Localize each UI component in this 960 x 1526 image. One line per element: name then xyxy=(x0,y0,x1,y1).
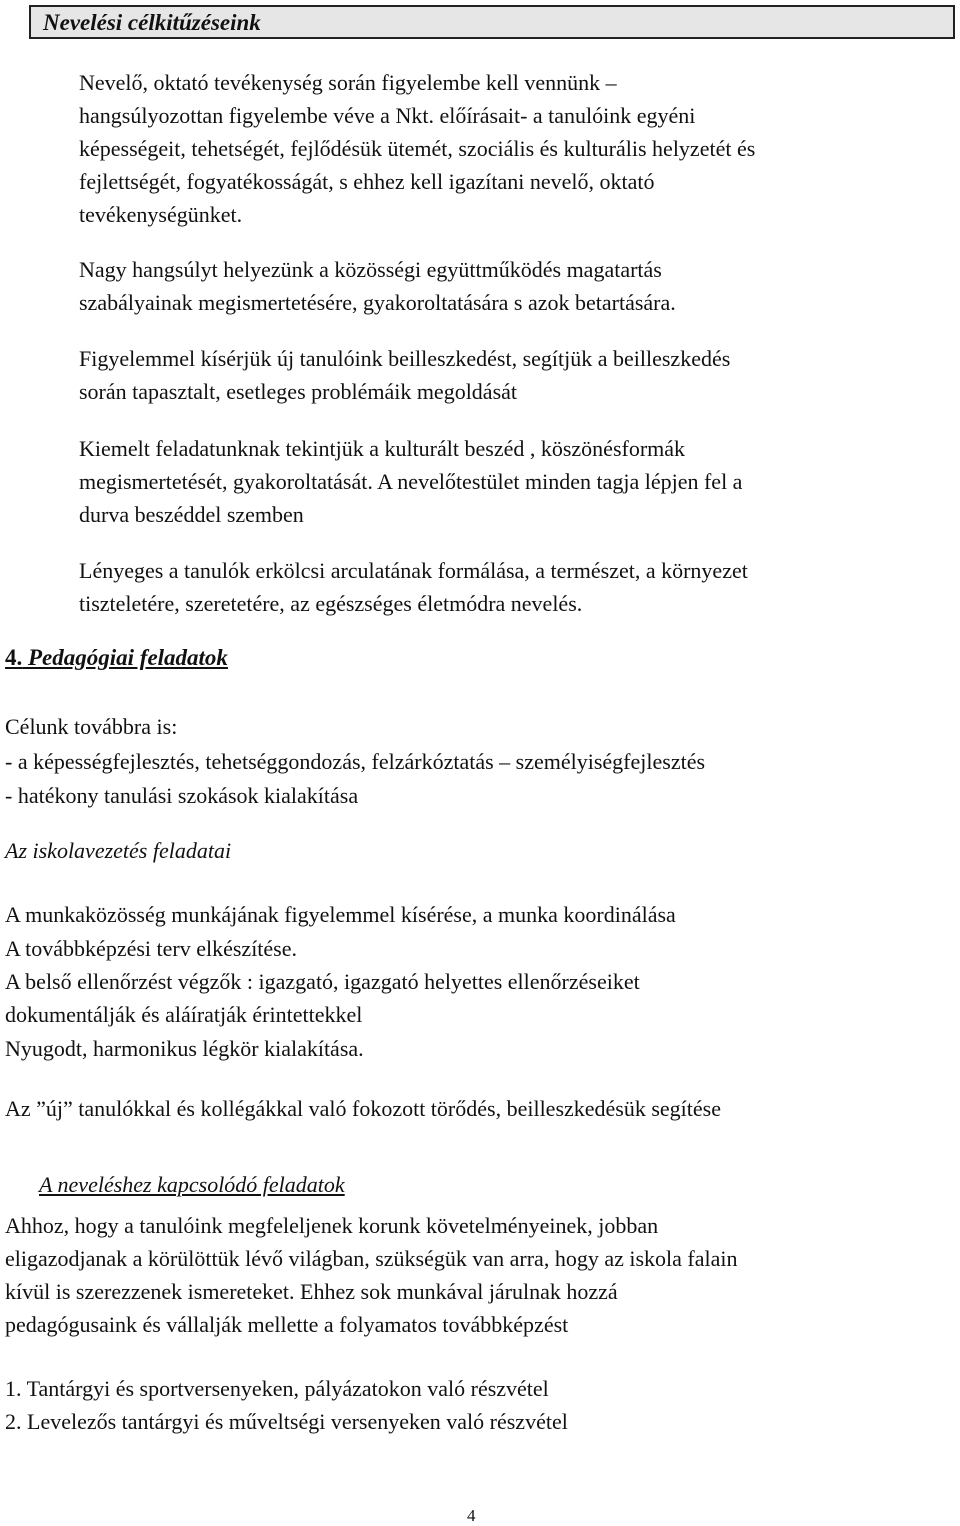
intro-p5-line2: tiszteletére, szeretetére, az egészséges életmódra nevelés. xyxy=(79,591,583,616)
leadership-line-2: A továbbképzési terv elkészítése. xyxy=(5,936,298,961)
section-heading-box xyxy=(29,5,955,39)
intro-p2-line1: Nagy hangsúlyt helyezünk a közösségi együttműködés magatartás xyxy=(79,257,662,282)
education-line-1: Ahhoz, hogy a tanulóink megfeleljenek korunk követelményeinek, jobban xyxy=(5,1213,659,1238)
intro-p1-line4: fejlettségét, fogyatékosságát, s ehhez kell igazítani nevelő, oktató xyxy=(79,169,655,194)
education-list-item-1: 1. Tantárgyi és sportversenyeken, pályázatokon való részvétel xyxy=(5,1376,549,1401)
intro-p3-line2: során tapasztalt, esetleges problémáik megoldását xyxy=(79,379,518,404)
school-leadership-title: Az iskolavezetés feladatai xyxy=(5,838,232,863)
goals-item-2: - hatékony tanulási szokások kialakítása xyxy=(5,783,359,808)
section-4-number: 4. xyxy=(5,645,23,670)
intro-p3-line1: Figyelemmel kísérjük új tanulóink beilleszkedést, segítjük a beilleszkedés xyxy=(79,346,731,371)
education-line-4: pedagógusaink és vállalják mellette a folyamatos továbbképzést xyxy=(5,1312,569,1337)
intro-p5-line1: Lényeges a tanulók erkölcsi arculatának formálása, a természet, a környezet xyxy=(79,558,748,583)
leadership-line-1: A munkaközösség munkájának figyelemmel kísérése, a munka koordinálása xyxy=(5,902,676,927)
goals-item-1: - a képességfejlesztés, tehetséggondozás, felzárkóztatás – személyiségfejlesztés xyxy=(5,749,706,774)
page-number: 4 xyxy=(467,1506,476,1525)
education-tasks-title: A neveléshez kapcsolódó feladatok xyxy=(39,1172,345,1197)
intro-p1-line5: tevékenységünket. xyxy=(79,202,243,227)
education-line-3: kívül is szerezzenek ismereteket. Ehhez sok munkával járulnak hozzá xyxy=(5,1279,618,1304)
intro-p2-line2: szabályainak megismertetésére, gyakoroltatására s azok betartására. xyxy=(79,290,676,315)
education-list-item-2: 2. Levelezős tantárgyi és műveltségi versenyeken való részvétel xyxy=(5,1409,568,1434)
goals-intro: Célunk továbbra is: xyxy=(5,714,178,739)
leadership-extra: Az ”új” tanulókkal és kollégákkal való fokozott törődés, beilleszkedésük segítése xyxy=(5,1096,721,1121)
section-4-title-text: Pedagógiai feladatok xyxy=(28,645,228,670)
intro-p1-line2: hangsúlyozottan figyelembe véve a Nkt. előírásait- a tanulóink egyéni xyxy=(79,103,696,128)
intro-p1-line3: képességeit, tehetségét, fejlődésük ütemét, szociális és kulturális helyzetét és xyxy=(79,136,756,161)
intro-p4-line3: durva beszéddel szemben xyxy=(79,502,304,527)
leadership-line-4: dokumentálják és aláíratják érintettekkel xyxy=(5,1002,363,1027)
leadership-line-5: Nyugodt, harmonikus légkör kialakítása. xyxy=(5,1036,364,1061)
intro-p1-line1: Nevelő, oktató tevékenység során figyelembe kell vennünk – xyxy=(79,70,617,95)
education-line-2: eligazodjanak a körülöttük lévő világban, szükségük van arra, hogy az iskola falain xyxy=(5,1246,738,1271)
intro-p4-line2: megismertetését, gyakoroltatását. A nevelőtestület minden tagja lépjen fel a xyxy=(79,469,743,494)
section-4-title xyxy=(5,645,228,671)
intro-p4-line1: Kiemelt feladatunknak tekintjük a kulturált beszéd , köszönésformák xyxy=(79,436,686,461)
section-heading: Nevelési célkitűzéseink xyxy=(43,10,261,35)
leadership-line-3: A belső ellenőrzést végzők : igazgató, igazgató helyettes ellenőrzéseiket xyxy=(5,969,640,994)
